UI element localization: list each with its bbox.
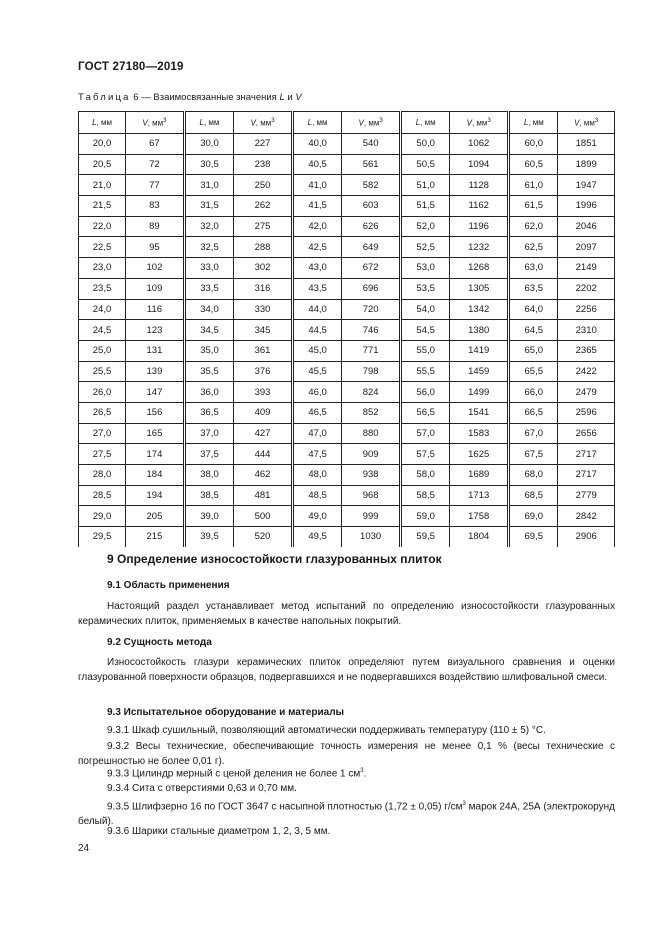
cell-V: 2046	[558, 216, 615, 237]
page-number: 24	[78, 843, 90, 854]
table-row	[79, 402, 615, 423]
cell-L: 60,0	[509, 134, 558, 155]
cell-L: 32,5	[184, 237, 233, 258]
cell-V: 2656	[558, 423, 615, 444]
cell-L: 21,5	[79, 196, 126, 217]
col-L-unit: , мм	[420, 118, 436, 127]
cell-V: 540	[342, 134, 401, 155]
col-V-unit: , мм	[471, 118, 488, 128]
caption-text: — Взаимосвязанные значения	[138, 92, 280, 103]
cell-V: 194	[126, 485, 185, 506]
cell-V: 2717	[558, 465, 615, 486]
item-9-3-3-end: .	[363, 768, 367, 780]
cell-L: 22,0	[79, 216, 126, 237]
cell-V: 393	[234, 382, 293, 403]
col-V-exp: 3	[163, 117, 167, 124]
cell-L: 39,0	[184, 506, 233, 527]
cell-L: 29,0	[79, 506, 126, 527]
cell-V: 361	[234, 340, 293, 361]
cell-L: 34,0	[184, 299, 233, 320]
cell-L: 53,0	[401, 258, 450, 279]
item-9-3-5-text: 9.3.5 Шлифзерно 16 по ГОСТ 3647 с насыпной плотностью (1,72 ± 0,05) г/см	[107, 801, 463, 813]
col-header-L	[79, 112, 126, 134]
item-9-3-4: 9.3.4 Сита с отверстиями 0,63 и 0,70 мм.	[107, 783, 297, 794]
cell-L: 39,5	[184, 527, 233, 547]
cell-V: 139	[126, 361, 185, 382]
cell-V: 938	[342, 465, 401, 486]
cell-V: 999	[342, 506, 401, 527]
cell-L: 38,0	[184, 465, 233, 486]
item-9-3-5	[78, 797, 615, 829]
cell-L: 63,0	[509, 258, 558, 279]
item-9-3-2: 9.3.2 Весы технические, обеспечивающие точность измерения не менее 0,1 % (весы технические с погрешностью не более 0,01 г).	[78, 741, 615, 767]
cell-L: 53,5	[401, 278, 450, 299]
cell-V: 2149	[558, 258, 615, 279]
caption-prefix: Таблица	[78, 92, 131, 103]
cell-L: 41,5	[292, 196, 341, 217]
col-V-symbol: V	[250, 118, 256, 128]
cell-V: 2097	[558, 237, 615, 258]
cell-L: 54,0	[401, 299, 450, 320]
cell-V: 95	[126, 237, 185, 258]
cell-L: 59,5	[401, 527, 450, 547]
cell-L: 48,0	[292, 465, 341, 486]
cell-L: 42,0	[292, 216, 341, 237]
cell-V: 250	[234, 175, 293, 196]
cell-L: 62,0	[509, 216, 558, 237]
cell-L: 31,5	[184, 196, 233, 217]
table-row	[79, 506, 615, 527]
cell-L: 25,0	[79, 340, 126, 361]
cell-L: 64,5	[509, 320, 558, 341]
col-L-symbol: L	[92, 118, 97, 127]
cell-V: 1947	[558, 175, 615, 196]
cell-L: 59,0	[401, 506, 450, 527]
cell-L: 63,5	[509, 278, 558, 299]
caption-number: 6	[133, 92, 139, 103]
cell-V: 345	[234, 320, 293, 341]
cell-L: 33,5	[184, 278, 233, 299]
cell-V: 1268	[450, 258, 509, 279]
cell-V: 909	[342, 444, 401, 465]
cell-L: 68,5	[509, 485, 558, 506]
cell-L: 42,5	[292, 237, 341, 258]
cell-L: 51,5	[401, 196, 450, 217]
col-V-symbol: V	[574, 118, 580, 128]
cell-V: 500	[234, 506, 293, 527]
cell-L: 64,0	[509, 299, 558, 320]
table-body	[79, 134, 615, 547]
cell-V: 520	[234, 527, 293, 547]
cell-L: 56,0	[401, 382, 450, 403]
cell-L: 47,0	[292, 423, 341, 444]
col-header-V	[450, 112, 509, 134]
cell-L: 37,5	[184, 444, 233, 465]
cell-L: 68,0	[509, 465, 558, 486]
cell-V: 376	[234, 361, 293, 382]
cell-V: 746	[342, 320, 401, 341]
cell-L: 67,5	[509, 444, 558, 465]
table-row	[79, 299, 615, 320]
cell-V: 147	[126, 382, 185, 403]
cell-L: 23,0	[79, 258, 126, 279]
cell-L: 32,0	[184, 216, 233, 237]
cell-V: 116	[126, 299, 185, 320]
cell-L: 40,0	[292, 134, 341, 155]
cell-L: 51,0	[401, 175, 450, 196]
cell-L: 61,5	[509, 196, 558, 217]
table-row	[79, 423, 615, 444]
cell-V: 561	[342, 154, 401, 175]
col-V-symbol: V	[466, 118, 472, 128]
cell-L: 45,5	[292, 361, 341, 382]
cell-V: 316	[234, 278, 293, 299]
cell-V: 288	[234, 237, 293, 258]
cell-L: 26,5	[79, 402, 126, 423]
table-row	[79, 154, 615, 175]
cell-V: 330	[234, 299, 293, 320]
section-9-2-title: 9.2 Сущность метода	[107, 637, 212, 648]
cell-V: 227	[234, 134, 293, 155]
cell-L: 55,5	[401, 361, 450, 382]
col-header-V	[234, 112, 293, 134]
table-row	[79, 465, 615, 486]
cell-V: 1062	[450, 134, 509, 155]
cell-L: 54,5	[401, 320, 450, 341]
cell-L: 36,0	[184, 382, 233, 403]
cell-V: 2479	[558, 382, 615, 403]
cell-L: 47,5	[292, 444, 341, 465]
caption-V: V	[295, 92, 302, 103]
cell-V: 123	[126, 320, 185, 341]
cell-V: 302	[234, 258, 293, 279]
col-header-L	[292, 112, 341, 134]
cell-L: 57,0	[401, 423, 450, 444]
item-9-3-3	[107, 768, 366, 779]
cell-V: 2422	[558, 361, 615, 382]
cell-L: 43,5	[292, 278, 341, 299]
col-L-unit: , мм	[528, 118, 544, 127]
table-row	[79, 134, 615, 155]
cell-V: 174	[126, 444, 185, 465]
document-header: ГОСТ 27180—2019	[78, 61, 184, 73]
cell-L: 30,0	[184, 134, 233, 155]
cell-L: 20,0	[79, 134, 126, 155]
col-L-unit: , мм	[203, 118, 220, 127]
table-row	[79, 444, 615, 465]
cell-L: 49,0	[292, 506, 341, 527]
col-V-unit: , мм	[147, 118, 164, 128]
cell-L: 29,5	[79, 527, 126, 547]
cell-V: 1419	[450, 340, 509, 361]
cell-V: 1459	[450, 361, 509, 382]
cell-V: 205	[126, 506, 185, 527]
cell-V: 2717	[558, 444, 615, 465]
cell-L: 21,0	[79, 175, 126, 196]
table-row	[79, 237, 615, 258]
col-header-V	[558, 112, 615, 134]
table-row	[79, 196, 615, 217]
cell-L: 37,0	[184, 423, 233, 444]
table-header	[79, 112, 615, 134]
cell-L: 45,0	[292, 340, 341, 361]
col-header-V	[126, 112, 185, 134]
cell-L: 27,5	[79, 444, 126, 465]
cell-V: 880	[342, 423, 401, 444]
cell-L: 40,5	[292, 154, 341, 175]
cell-V: 603	[342, 196, 401, 217]
cell-V: 1996	[558, 196, 615, 217]
table-row	[79, 382, 615, 403]
cell-L: 69,5	[509, 527, 558, 547]
cell-V: 262	[234, 196, 293, 217]
cell-V: 1094	[450, 154, 509, 175]
cell-L: 31,0	[184, 175, 233, 196]
cell-L: 50,0	[401, 134, 450, 155]
col-L-symbol: L	[415, 118, 421, 127]
cell-V: 83	[126, 196, 185, 217]
cell-L: 69,0	[509, 506, 558, 527]
cell-V: 798	[342, 361, 401, 382]
cell-V: 1196	[450, 216, 509, 237]
cell-L: 28,0	[79, 465, 126, 486]
col-V-exp: 3	[271, 117, 275, 124]
cell-V: 672	[342, 258, 401, 279]
cell-L: 20,5	[79, 154, 126, 175]
col-V-exp: 3	[594, 117, 599, 124]
cell-V: 67	[126, 134, 185, 155]
table-row	[79, 527, 615, 547]
cell-L: 52,5	[401, 237, 450, 258]
table-row	[79, 361, 615, 382]
cell-L: 49,5	[292, 527, 341, 547]
cell-V: 824	[342, 382, 401, 403]
table-row	[79, 278, 615, 299]
cell-L: 34,5	[184, 320, 233, 341]
cell-L: 38,5	[184, 485, 233, 506]
cell-V: 77	[126, 175, 185, 196]
cell-L: 61,0	[509, 175, 558, 196]
cell-L: 27,0	[79, 423, 126, 444]
cell-V: 1804	[450, 527, 509, 547]
cell-L: 24,5	[79, 320, 126, 341]
caption-L: L	[279, 92, 285, 103]
cell-V: 1713	[450, 485, 509, 506]
cell-L: 66,5	[509, 402, 558, 423]
cell-V: 968	[342, 485, 401, 506]
cell-L: 52,0	[401, 216, 450, 237]
item-9-3-1: 9.3.1 Шкаф сушильный, позволяющий автоматически поддерживать температуру (110 ± 5) °С.	[107, 725, 546, 736]
cell-V: 2202	[558, 278, 615, 299]
cell-V: 696	[342, 278, 401, 299]
cell-L: 55,0	[401, 340, 450, 361]
cell-V: 275	[234, 216, 293, 237]
table-row	[79, 175, 615, 196]
col-V-unit: , мм	[579, 118, 595, 128]
table-row	[79, 485, 615, 506]
cell-V: 2256	[558, 299, 615, 320]
cell-V: 2842	[558, 506, 615, 527]
col-V-symbol: V	[358, 118, 364, 128]
cell-L: 25,5	[79, 361, 126, 382]
cell-V: 2779	[558, 485, 615, 506]
col-V-symbol: V	[142, 118, 148, 128]
cell-L: 67,0	[509, 423, 558, 444]
cell-V: 649	[342, 237, 401, 258]
cell-V: 2906	[558, 527, 615, 547]
cell-L: 28,5	[79, 485, 126, 506]
section-9-title: 9 Определение износостойкости глазурованных плиток	[107, 552, 442, 566]
col-header-V	[342, 112, 401, 134]
section-9-1-title: 9.1 Область применения	[107, 580, 230, 591]
cell-V: 1899	[558, 154, 615, 175]
col-L-unit: , мм	[312, 118, 328, 127]
cell-L: 23,5	[79, 278, 126, 299]
cell-V: 1162	[450, 196, 509, 217]
table-row	[79, 216, 615, 237]
col-V-exp: 3	[487, 117, 491, 124]
section-9-3-title: 9.3 Испытательное оборудование и материалы	[107, 707, 345, 718]
cell-L: 62,5	[509, 237, 558, 258]
cell-V: 626	[342, 216, 401, 237]
cell-V: 1232	[450, 237, 509, 258]
cell-L: 50,5	[401, 154, 450, 175]
col-header-L	[184, 112, 233, 134]
cell-L: 26,0	[79, 382, 126, 403]
col-V-unit: , мм	[255, 118, 272, 128]
cell-V: 852	[342, 402, 401, 423]
cell-L: 22,5	[79, 237, 126, 258]
cell-V: 102	[126, 258, 185, 279]
cell-V: 1128	[450, 175, 509, 196]
cell-V: 1851	[558, 134, 615, 155]
cell-L: 57,5	[401, 444, 450, 465]
cell-V: 1499	[450, 382, 509, 403]
cell-L: 56,5	[401, 402, 450, 423]
cell-L: 41,0	[292, 175, 341, 196]
item-9-3-3-exp: 3	[360, 768, 364, 774]
cell-V: 444	[234, 444, 293, 465]
table-caption	[78, 92, 302, 103]
section-9-2-text: Износостойкость глазури керамических плиток определяют путем визуального сравнения и оценки глазурованной поверхности образцов, подвергавшихся и не подвергавшихся воздействию шлифовальной смеси.	[78, 657, 615, 683]
cell-L: 35,5	[184, 361, 233, 382]
cell-V: 1689	[450, 465, 509, 486]
cell-L: 58,0	[401, 465, 450, 486]
item-9-3-6: 9.3.6 Шарики стальные диаметром 1, 2, 3, 5 мм.	[107, 826, 331, 837]
col-L-unit: , мм	[96, 118, 112, 127]
cell-V: 165	[126, 423, 185, 444]
item-9-3-3-text: 9.3.3 Цилиндр мерный с ценой деления не более 1 см	[107, 768, 361, 780]
cell-V: 409	[234, 402, 293, 423]
cell-V: 2365	[558, 340, 615, 361]
cell-V: 1342	[450, 299, 509, 320]
cell-V: 2310	[558, 320, 615, 341]
col-V-exp: 3	[379, 117, 383, 124]
table-row	[79, 340, 615, 361]
cell-L: 43,0	[292, 258, 341, 279]
col-L-symbol: L	[307, 118, 313, 127]
cell-L: 44,5	[292, 320, 341, 341]
cell-L: 46,5	[292, 402, 341, 423]
cell-V: 215	[126, 527, 185, 547]
cell-V: 427	[234, 423, 293, 444]
caption-and: и	[284, 92, 296, 103]
cell-L: 24,0	[79, 299, 126, 320]
cell-V: 1380	[450, 320, 509, 341]
cell-V: 481	[234, 485, 293, 506]
cell-L: 35,0	[184, 340, 233, 361]
table-row	[79, 258, 615, 279]
col-L-symbol: L	[523, 118, 529, 127]
cell-L: 46,0	[292, 382, 341, 403]
cell-L: 48,5	[292, 485, 341, 506]
cell-L: 44,0	[292, 299, 341, 320]
cell-L: 36,5	[184, 402, 233, 423]
cell-L: 66,0	[509, 382, 558, 403]
cell-V: 771	[342, 340, 401, 361]
cell-L: 60,5	[509, 154, 558, 175]
item-9-3-5-end: марок 24А, 25А (электрокорунд белый).	[78, 801, 615, 828]
item-9-3-5-exp: 3	[462, 801, 466, 807]
cell-V: 89	[126, 216, 185, 237]
cell-L: 65,0	[509, 340, 558, 361]
cell-V: 238	[234, 154, 293, 175]
cell-V: 72	[126, 154, 185, 175]
cell-L: 65,5	[509, 361, 558, 382]
cell-L: 33,0	[184, 258, 233, 279]
cell-V: 156	[126, 402, 185, 423]
cell-V: 131	[126, 340, 185, 361]
col-header-L	[401, 112, 450, 134]
cell-V: 1541	[450, 402, 509, 423]
table-row	[79, 320, 615, 341]
col-header-L	[509, 112, 558, 134]
cell-L: 30,5	[184, 154, 233, 175]
cell-V: 109	[126, 278, 185, 299]
cell-V: 1030	[342, 527, 401, 547]
cell-V: 462	[234, 465, 293, 486]
cell-V: 720	[342, 299, 401, 320]
section-9-1-text: Настоящий раздел устанавливает метод испытаний по определению износостойкости глазурованных керамических плиток, применяемых в качестве напольных покрытий.	[78, 601, 615, 627]
cell-V: 184	[126, 465, 185, 486]
cell-V: 2596	[558, 402, 615, 423]
cell-L: 58,5	[401, 485, 450, 506]
cell-V: 582	[342, 175, 401, 196]
header-row	[79, 112, 615, 134]
cell-V: 1625	[450, 444, 509, 465]
cell-V: 1305	[450, 278, 509, 299]
values-table	[78, 111, 615, 547]
cell-V: 1583	[450, 423, 509, 444]
col-L-symbol: L	[199, 118, 204, 127]
cell-V: 1758	[450, 506, 509, 527]
col-V-unit: , мм	[363, 118, 380, 128]
